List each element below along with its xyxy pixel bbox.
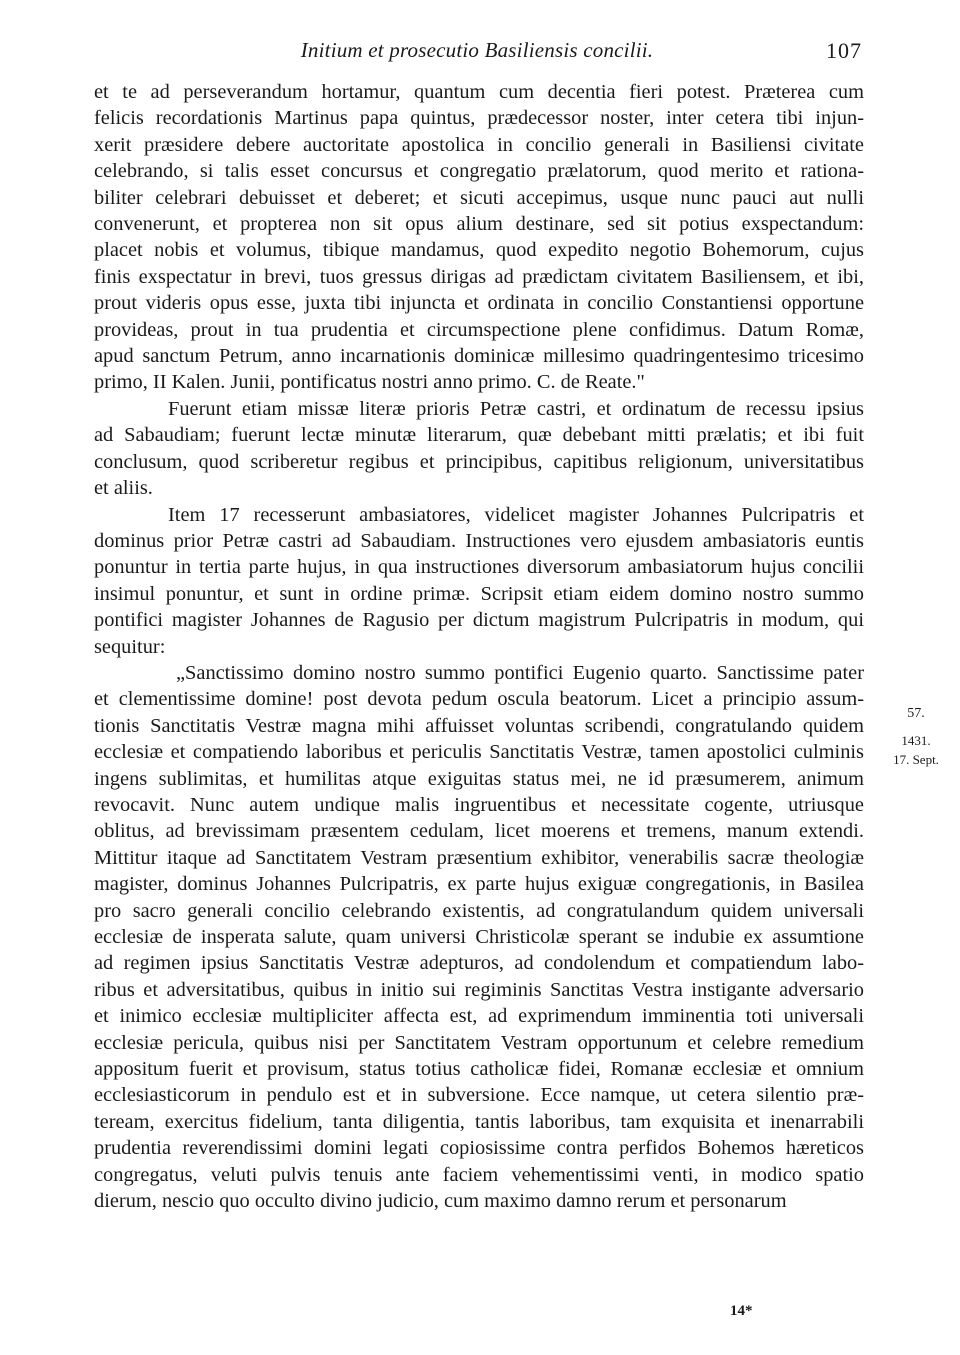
text-line: Item 17 recesserunt ambasiatores, videlicet magister Johannes Pulcripatris et xyxy=(168,503,864,526)
text-line: dierum, nescio quo occulto divino judicio, cum maximo damno rerum et personarum xyxy=(94,1190,787,1213)
signature-mark: 14* xyxy=(730,1303,753,1319)
text-line: teream, exercitus fidelium, tanta diligentia, tantis laboribus, tam exquisita et inenarrabili xyxy=(94,1110,864,1133)
text-line: tionis Sanctitatis Vestræ magna mihi affuisset voluntas scribendi, congratulando quidem xyxy=(94,714,864,737)
text-line: dominus prior Petræ castri ad Sabaudiam. Instructiones vero ejusdem ambasiatoris euntis xyxy=(94,529,864,552)
text-line: pontifici magister Johannes de Ragusio per dictum magistrum Pulcripatris in modum, qui xyxy=(94,609,864,632)
text-line: provideas, prout in tua prudentia et circumspectione plene confidimus. Datum Romæ, xyxy=(94,318,864,341)
text-line: ecclesiæ de insperata salute, quam universi Christicolæ sperant se indubie ex assumtione xyxy=(94,926,864,948)
text-line: ecclesiæ et compatiendo laboribus et periculis Sanctitatis Vestræ, tamen apostolici culminis xyxy=(94,741,864,764)
text-line: ad Sabaudiam; fuerunt lectæ minutæ literarum, quæ debebant mitti prælatis; et ibi fuit xyxy=(94,424,864,447)
text-line: „Sanctissimo domino nostro summo pontifici Eugenio quarto. Sanctissime pater xyxy=(176,661,864,684)
text-line: sequitur: xyxy=(94,635,166,658)
text-line: oblitus, ad brevissimam præsentem cedulam, licet moerens et tremens, manum extendi. xyxy=(94,820,864,843)
text-line: et clementissime domine! post devota pedum oscula beatorum. Licet a principio assum- xyxy=(94,688,864,711)
paragraph xyxy=(94,502,864,660)
text-line: prout videris opus esse, juxta tibi injuncta et ordinata in concilio Constantiensi opportune xyxy=(94,292,864,315)
body-text xyxy=(94,79,864,1214)
running-title: Initium et prosecutio Basiliensis concilii. xyxy=(300,38,654,62)
text-line: ecclesiæ pericula, quibus nisi per Sanctitatem Vestram opportunum et celebre remedium xyxy=(94,1031,864,1054)
text-line: apud sanctum Petrum, anno incarnationis dominicæ millesimo quadringentesimo tricesimo xyxy=(94,345,864,368)
text-line: ecclesiasticorum in pendulo est et in subversione. Ecce namque, ut cetera silentio præ- xyxy=(94,1084,864,1107)
margin-note-number: 57. xyxy=(907,706,925,721)
text-line: et te ad perseverandum hortamur, quantum cum decentia fieri potest. Præterea cum xyxy=(94,81,864,103)
paragraph xyxy=(94,396,864,502)
text-line: ponuntur in tertia parte hujus, in qua instructiones diversorum ambasiatorum hujus concilii xyxy=(94,556,864,579)
text-line: insimul ponuntur, et sunt in ordine primæ. Scripsit etiam eidem domino nostro summo xyxy=(94,582,864,605)
text-line: revocavit. Nunc autem undique malis ingruentibus et necessitate cogente, utriusque xyxy=(94,793,864,816)
text-line: magister, dominus Johannes Pulcripatris, ex parte hujus exiguæ congregationis, in Basilea xyxy=(94,873,864,896)
text-line: ad regimen ipsius Sanctitatis Vestræ adepturos, ad condolendum et compatiendum labo- xyxy=(94,952,864,975)
text-line: primo, II Kalen. Junii, pontificatus nostri anno primo. C. de Reate." xyxy=(94,371,645,394)
text-line: congregatus, veluti pulvis tenuis ante faciem vehementissimi venti, in modico spatio xyxy=(94,1163,864,1186)
running-head xyxy=(92,38,862,68)
text-line: placet nobis et volumus, tibique mandamus, quod expedito negotio Bohemorum, cujus xyxy=(94,239,864,262)
text-line: pro sacro generali concilio celebrando existentis, ad congratulandum quidem universali xyxy=(94,899,864,922)
text-line: xerit præsidere debere auctoritate apostolica in concilio generali in Basiliensi civitate xyxy=(94,133,864,156)
text-line: convenerunt, et propterea non sit opus alium destinare, sed sit potius exspectandum: xyxy=(94,213,864,236)
text-line: ribus et adversitatibus, quibus in initio sui regiminis Sanctitas Vestra instigante adversario xyxy=(94,978,864,1001)
paragraph xyxy=(94,79,864,396)
text-line: Fuerunt etiam missæ literæ prioris Petræ castri, et ordinatum de recessu ipsius xyxy=(168,397,864,420)
text-line: ingens sublimitas, et humilitas atque exiguitas status mei, ne id præsumerem, animum xyxy=(94,767,864,790)
text-line: felicis recordationis Martinus papa quintus, prædecessor noster, inter cetera tibi injun- xyxy=(94,107,864,130)
page-number: 107 xyxy=(826,38,862,63)
margin-note-year: 1431. xyxy=(901,733,931,748)
text-line: Mittitur itaque ad Sanctitatem Vestram præsentium exhibitor, venerabilis sacræ theologiæ xyxy=(94,846,864,869)
text-line: et inimico ecclesiæ multipliciter affecta est, ad exprimendum imminentia toti universali xyxy=(94,1005,864,1028)
paragraph xyxy=(94,660,864,1215)
margin-note-date: 17. Sept. xyxy=(893,752,939,767)
text-line: prudentia reverendissimi domini legati copiosissime contra perfidos Bohemos hæreticos xyxy=(94,1137,864,1160)
text-line: conclusum, quod scriberetur regibus et principibus, capitibus religionum, universitatibus xyxy=(94,450,864,473)
text-line: celebrando, si talis esset concursus et congregatio prælatorum, quod merito et rationa- xyxy=(94,160,864,183)
text-line: finis exspectatur in brevi, tuos gressus dirigas ad prædictam civitatem Basiliensem, et ibi, xyxy=(94,265,864,288)
text-line: appositum fuerit et provisum, status totius catholicæ fidei, Romanæ ecclesiæ et omnium xyxy=(94,1058,864,1081)
text-line: et aliis. xyxy=(94,477,153,500)
text-line: biliter celebrari debuisset et deberet; et sicuti accepimus, usque nunc pauci aut nulli xyxy=(94,186,864,209)
